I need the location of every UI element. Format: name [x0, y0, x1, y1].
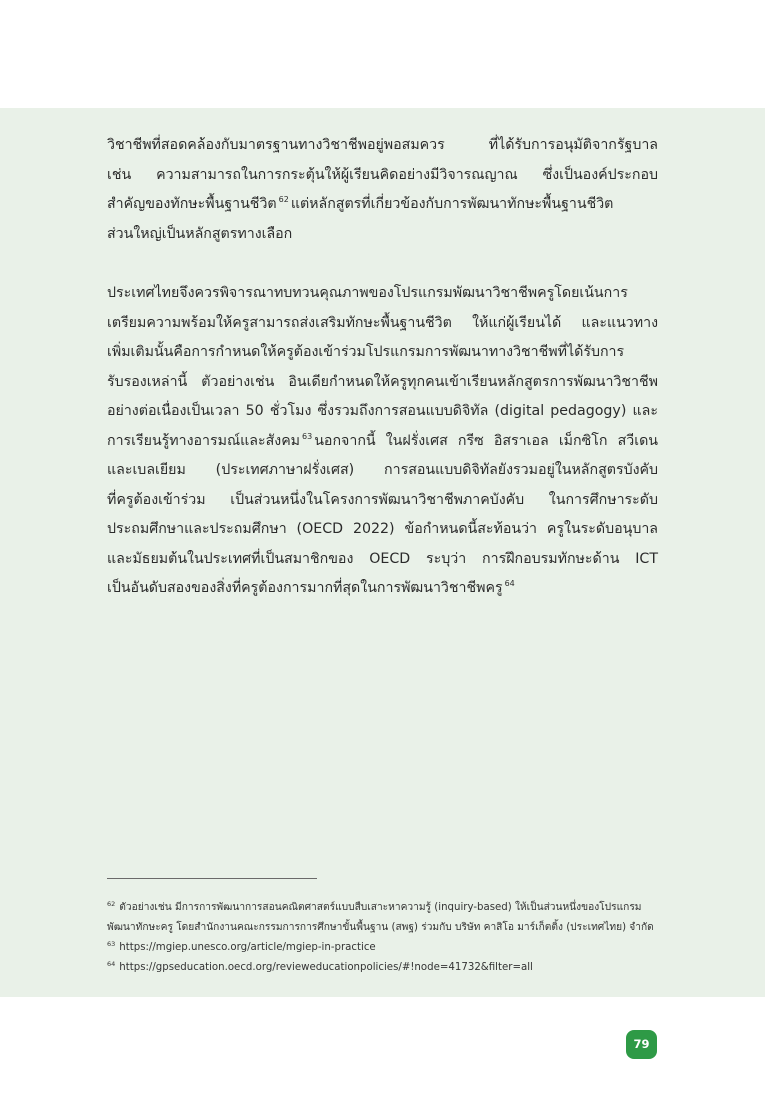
paragraph-1	[107, 131, 658, 249]
footnote-divider	[107, 878, 317, 879]
footnote-number: 62	[107, 900, 116, 908]
text-line: เตรียมความพร้อมให้ครูสามารถส่งเสริมทักษะพื้นฐานชีวิต ให้แก่ผู้เรียนได้ และแนวทาง	[107, 314, 658, 331]
text-segment: เป็นอันดับสองของสิ่งที่ครูต้องการมากที่สุดในการพัฒนาวิชาชีพครู	[107, 580, 503, 596]
text-line: รับรองเหล่านี้ ตัวอย่างเช่น อินเดียกำหนดให้ครูทุกคนเข้าเรียนหลักสูตรการพัฒนาวิชาชีพ	[107, 373, 658, 390]
footnote-62	[107, 898, 658, 918]
footnote-ref-64[interactable]: 64	[504, 579, 515, 588]
footnote-63	[107, 938, 658, 958]
text-line: วิชาชีพที่สอดคล้องกับมาตรฐานทางวิชาชีพอยู่พอสมควร ที่ได้รับการอนุมัติจากรัฐบาล	[107, 137, 658, 153]
footnote-number: 63	[107, 940, 116, 948]
text-segment: นอกจากนี้ ในฝรั่งเศส กรีซ อิสราเอล เม็กซิโก สวีเดน	[314, 432, 658, 449]
paragraph-2	[107, 279, 658, 604]
text-line: และมัธยมต้นในประเทศที่เป็นสมาชิกของ OECD ระบุว่า การฝึกอบรมทักษะด้าน ICT	[107, 550, 658, 567]
footnote-link[interactable]: https://gpseducation.oecd.org/revieweducationpolicies/#!node=41732&filter=all	[119, 962, 533, 973]
text-segment: การเรียนรู้ทางอารมณ์และสังคม	[107, 432, 301, 449]
page-number-badge: 79	[626, 1030, 657, 1059]
footnote-text: ตัวอย่างเช่น มีการการพัฒนาการสอนคณิตศาสตร์แบบสืบเสาะหาความรู้ (inquiry-based) ให้เป็นส่วนหนึ่งของโปรแกรม	[119, 902, 642, 913]
text-line: ส่วนใหญ่เป็นหลักสูตรทางเลือก	[107, 225, 293, 242]
footnotes	[107, 898, 658, 978]
text-segment: สำคัญของทักษะพื้นฐานชีวิต	[107, 196, 277, 212]
footnote-ref-62[interactable]: 62	[278, 195, 289, 204]
text-line: เพิ่มเติมนั้นคือการกำหนดให้ครูต้องเข้าร่วมโปรแกรมการพัฒนาทางวิชาชีพที่ได้รับการ	[107, 344, 625, 360]
footnote-62-continued: พัฒนาทักษะครู โดยสำนักงานคณะกรรมการการศึกษาขั้นพื้นฐาน (สพฐ) ร่วมกับ บริษัท คาสิโอ มาร์เก็ตติ้ง (ประเทศไทย) จำกัด	[107, 922, 654, 933]
footnote-64	[107, 958, 658, 978]
text-line	[107, 427, 658, 457]
text-line: อย่างต่อเนื่องเป็นเวลา 50 ชั่วโมง ซึ่งรวมถึงการสอนแบบดิจิทัล (digital pedagogy) และ	[107, 403, 658, 419]
text-line: ที่ครูต้องเข้าร่วม เป็นส่วนหนึ่งในโครงการพัฒนาวิชาชีพภาคบังคับ ในการศึกษาระดับ	[107, 491, 658, 508]
footnote-link[interactable]: https://mgiep.unesco.org/article/mgiep-in-practice	[119, 942, 376, 953]
text-line	[107, 574, 658, 604]
text-line: ประถมศึกษาและประถมศึกษา (OECD 2022) ข้อกำหนดนี้สะท้อนว่า ครูในระดับอนุบาล	[107, 521, 658, 537]
text-line: และเบลเยียม (ประเทศภาษาฝรั่งเศส) การสอนแบบดิจิทัลยังรวมอยู่ในหลักสูตรบังคับ	[107, 462, 658, 478]
text-line: ประเทศไทยจึงควรพิจารณาทบทวนคุณภาพของโปรแกรมพัฒนาวิชาชีพครูโดยเน้นการ	[107, 285, 628, 301]
footnote-number: 64	[107, 960, 116, 968]
text-line	[107, 190, 658, 220]
text-segment: แต่หลักสูตรที่เกี่ยวข้องกับการพัฒนาทักษะพื้นฐานชีวิต	[290, 196, 614, 212]
text-line: เช่น ความสามารถในการกระตุ้นให้ผู้เรียนคิดอย่างมีวิจารณญาณ ซึ่งเป็นองค์ประกอบ	[107, 166, 658, 183]
footnote-ref-63[interactable]: 63	[302, 431, 313, 441]
